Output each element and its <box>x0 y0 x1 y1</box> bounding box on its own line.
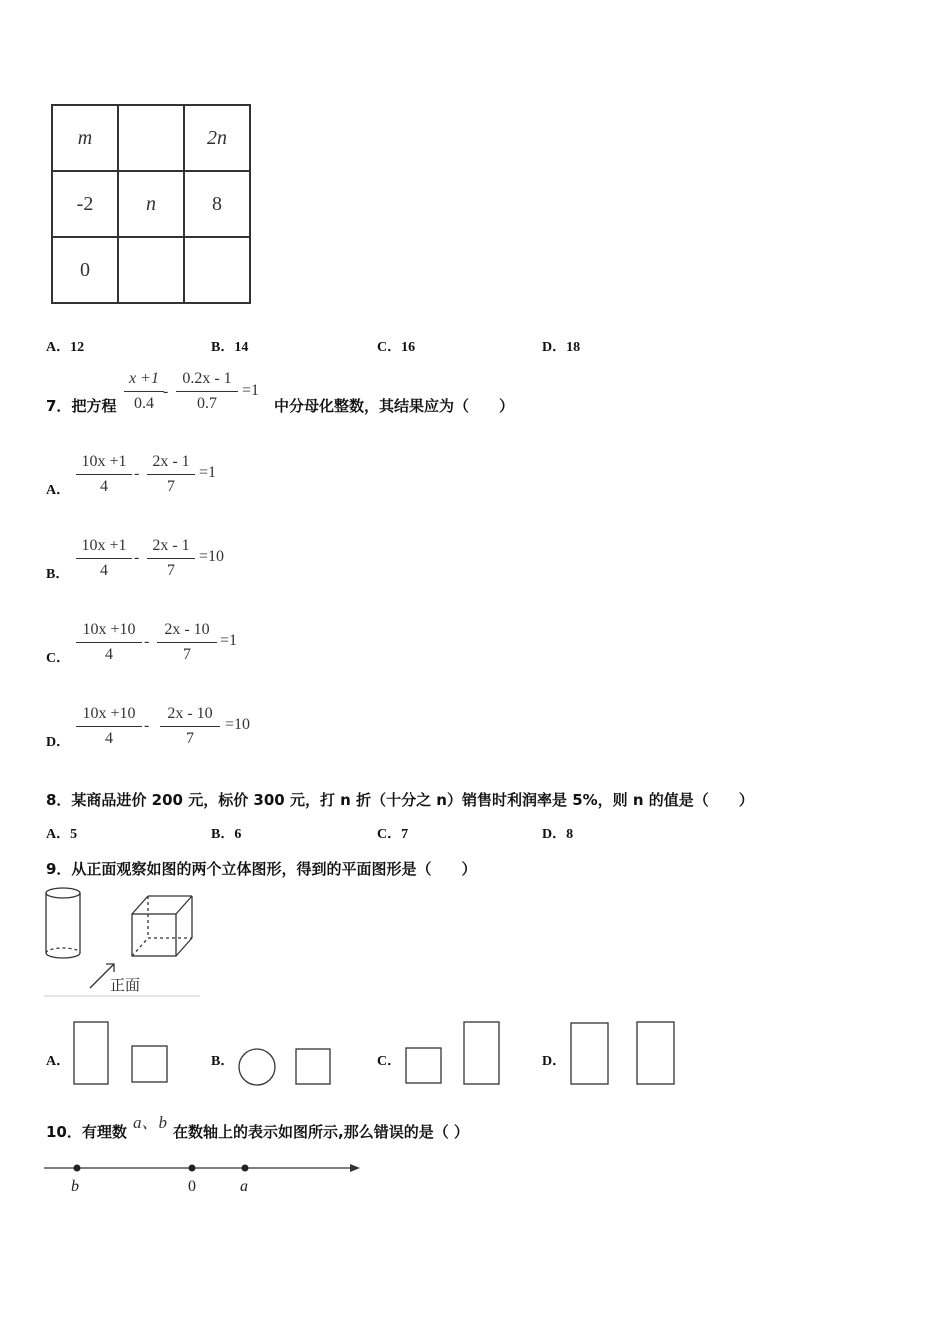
label-zero: 0 <box>188 1178 196 1195</box>
q6-option-b[interactable]: B．14 <box>211 340 249 355</box>
q7-option-c-rhs: =1 <box>220 632 238 649</box>
q9-option-d-figure[interactable] <box>567 1020 679 1088</box>
q7-option-b-rhs: =10 <box>199 548 225 565</box>
q7-option-a-fraction-1: 10x +1 4 <box>76 453 132 496</box>
q9-option-d-letter[interactable]: D． <box>542 1054 567 1069</box>
q9-stem: 9．从正面观察如图的两个立体图形，得到的平面图形是（ ） <box>46 860 477 878</box>
q9-option-b-figure[interactable] <box>234 1040 334 1088</box>
grid-cell: 0 <box>52 237 118 303</box>
q9-solids-figure <box>44 884 200 998</box>
q8-option-b[interactable]: B．6 <box>211 827 242 842</box>
q7-option-b-fraction-2: 2x - 1 7 <box>147 537 195 580</box>
point-a <box>242 1165 249 1172</box>
square-shape <box>132 1046 167 1082</box>
q7-equation-fraction-2: 0.2x - 1 0.7 <box>176 370 238 413</box>
cuboid-shape <box>132 896 192 956</box>
q7-stem-suffix: 中分母化整数，其结果应为（ ） <box>274 397 515 415</box>
q7-stem-prefix: 7．把方程 <box>46 397 117 415</box>
grid-cell: n <box>118 171 184 237</box>
grid-cell: 8 <box>184 171 250 237</box>
q7-option-c-fraction-2: 2x - 10 7 <box>157 621 217 664</box>
tall-rectangle-shape <box>464 1022 499 1084</box>
square-shape <box>406 1048 441 1083</box>
circle-shape <box>239 1049 275 1085</box>
grid-cell <box>184 237 250 303</box>
q9-option-c-letter[interactable]: C． <box>377 1054 402 1069</box>
q9-option-c-figure[interactable] <box>402 1020 504 1088</box>
q7-equation-rhs: =1 <box>242 382 260 399</box>
q7-option-a-rhs: =1 <box>199 464 217 481</box>
q7-option-d-operator: - <box>144 717 150 734</box>
label-b: b <box>71 1178 79 1195</box>
tall-rectangle-shape <box>637 1022 674 1084</box>
q7-option-b-operator: - <box>134 549 140 566</box>
q7-option-d-rhs: =10 <box>225 716 251 733</box>
tall-rectangle-shape <box>74 1022 108 1084</box>
tall-rectangle-shape <box>571 1023 608 1084</box>
q8-stem: 8．某商品进价 200 元，标价 300 元，打 n 折（十分之 n）销售时利润率是 5%，则 n 的值是（ ） <box>46 791 754 809</box>
cylinder-shape <box>46 888 80 958</box>
number-line-arrow-icon <box>350 1164 360 1172</box>
point-b <box>74 1165 81 1172</box>
q10-stem-prefix: 10．有理数 <box>46 1123 127 1141</box>
q7-option-d-fraction-2: 2x - 10 7 <box>160 705 220 748</box>
magic-square-grid <box>51 104 251 304</box>
q7-option-d-fraction-1: 10x +10 4 <box>76 705 142 748</box>
grid-cell: -2 <box>52 171 118 237</box>
q7-option-a-operator: - <box>134 465 140 482</box>
q7-option-c-fraction-1: 10x +10 4 <box>76 621 142 664</box>
q9-option-a-figure[interactable] <box>70 1020 172 1088</box>
grid-cell: m <box>52 105 118 171</box>
q7-option-c-letter[interactable]: C． <box>46 651 71 666</box>
point-zero <box>189 1165 196 1172</box>
number-line-figure <box>40 1155 370 1201</box>
q10-stem-suffix: 在数轴上的表示如图所示,那么错误的是（ ） <box>173 1123 469 1141</box>
q7-option-b-fraction-1: 10x +1 4 <box>76 537 132 580</box>
q9-option-b-letter[interactable]: B． <box>211 1054 235 1069</box>
q7-option-a-fraction-2: 2x - 1 7 <box>147 453 195 496</box>
q8-option-a[interactable]: A．5 <box>46 827 78 842</box>
front-view-label: 正面 <box>110 978 141 994</box>
label-a: a <box>240 1178 248 1195</box>
grid-cell: 2n <box>184 105 250 171</box>
q6-option-c[interactable]: C．16 <box>377 340 416 355</box>
q7-equation-operator: - <box>163 383 169 400</box>
q9-option-a-letter[interactable]: A． <box>46 1054 71 1069</box>
q6-option-d[interactable]: D．18 <box>542 340 581 355</box>
q6-option-a[interactable]: A．12 <box>46 340 85 355</box>
q8-option-d[interactable]: D．8 <box>542 827 574 842</box>
q7-option-c-operator: - <box>144 633 150 650</box>
q10-variables: a、b <box>133 1113 167 1132</box>
grid-cell <box>118 237 184 303</box>
q7-option-d-letter[interactable]: D． <box>46 735 71 750</box>
q7-equation-fraction-1: x +1 0.4 <box>124 370 164 413</box>
grid-cell <box>118 105 184 171</box>
square-shape <box>296 1049 330 1084</box>
q7-option-b-letter[interactable]: B． <box>46 567 70 582</box>
q8-option-c[interactable]: C．7 <box>377 827 409 842</box>
q7-option-a-letter[interactable]: A． <box>46 483 71 498</box>
